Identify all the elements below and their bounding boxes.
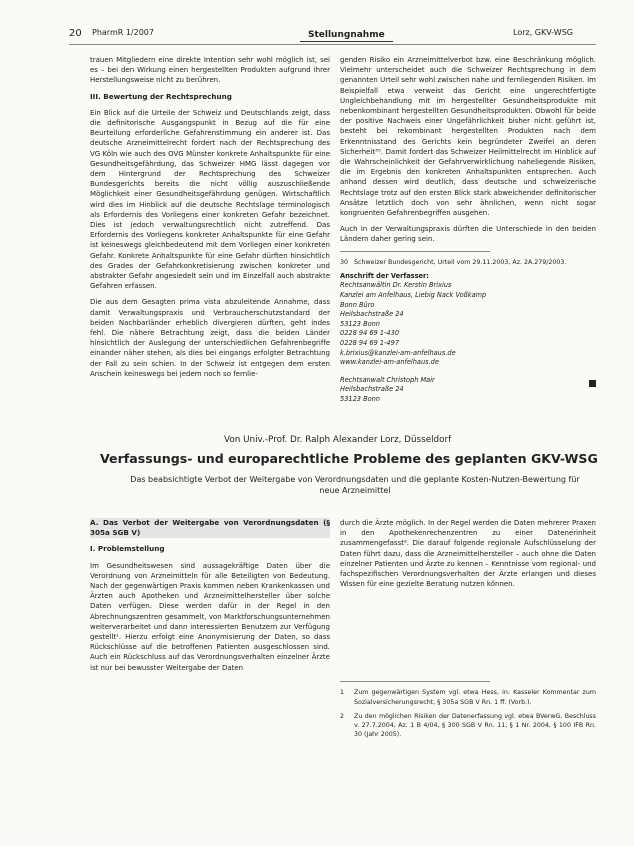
- address-line: Rechtsanwalt Christoph Mair: [340, 375, 435, 384]
- footnote-rule: [340, 251, 490, 252]
- address-line: Heilsbachstraße 24: [340, 385, 404, 394]
- header-rule: [69, 44, 596, 45]
- paragraph: durch die Ärzte möglich. In der Regel werden die Daten mehrerer Praxen in den Apothekenrechenzentren zu einer Datenerinheit zusammengefasst². Die darauf folgende regionale Aufschlüsselung der Daten führt dazu, dass die Arzneimittelhersteller – auch ohne die Daten einzelner Patienten und Ärzte zu kennen – Kenntnisse vom regional- und fachspezifischen Verordnungsverhalten der Ärzte erlangen und dieses Wissen für eine gezielte Beratung nutzen können.: [340, 519, 596, 589]
- footnote: [340, 688, 596, 706]
- website-link[interactable]: www.kanzlei-am-anfelhaus.de: [340, 358, 439, 367]
- footnote-text: Zu den möglichen Risiken der Datenerfassung vgl. etwa BVerwG, Beschluss v. 27.7.2004, Az. 1 B 4/04, § 300 SGB V Rn. 11, § 1 Nr. 2004, § 100 IFB Rn. 30 (Jahr 2005).: [354, 712, 596, 739]
- address-line: Rechtsanwältin Dr. Kerstin Brixius: [340, 281, 452, 290]
- column-right-top: [340, 55, 596, 413]
- address-line: Heilsbachstraße 24: [340, 310, 404, 319]
- column-left-bottom: [90, 518, 330, 679]
- article-byline: Von Univ.-Prof. Dr. Ralph Alexander Lorz, Düsseldorf: [224, 435, 452, 445]
- author-address-2: [340, 376, 596, 405]
- footnote-number: 2: [340, 712, 345, 720]
- paragraph: Auch in der Verwaltungspraxis dürften die Unterschiede in den beiden Ländern daher gering sein.: [340, 225, 596, 244]
- end-of-article-mark: [589, 380, 596, 387]
- email-link[interactable]: k.brixius@kanzlei-am-anfelhaus.de: [340, 348, 456, 357]
- section-heading: A. Das Verbot der Weitergabe von Verordnungsdaten (§ 305a SGB V): [90, 518, 330, 538]
- footnote-text: Schweizer Bundesgericht, Urteil vom 29.11.2003, Az. 2A.279/2003.: [354, 258, 567, 266]
- article-title: Verfassungs- und europarechtliche Probleme des geplanten GKV-WSG: [100, 451, 598, 466]
- paragraph: Im Gesundheitswesen sind aussagekräftige Daten über die Verordnung von Arzneimitteln für alle Beteiligten von Bedeutung. Nach der gegenwärtigen Praxis kommen neben Krankenkassen und Ärzten auch Apotheken und Arzneimittelhersteller über solche Daten verfügen. Diese werden dafür in der Regel in den Abrechnungszentren gesammelt, von Marktforschungsunternehmen weiterverarbeitet und dann interessierten Benutzern zur Verfügung gestellt¹. Hierzu erfolgt eine Anonymisierung der Daten, so dass Rückschlüsse auf die betroffenen Patienten ausgeschlossen sind. Auch ein Rückschluss auf das Verordnungsverhalten einzelner Ärzte ist nur bei bewusster Weitergabe der Daten: [90, 561, 330, 672]
- section-label: Stellungnahme: [300, 30, 393, 42]
- address-line: Bonn Büro: [340, 300, 375, 309]
- paragraph: Die aus dem Gesagten prima vista abzuleitende Annahme, dass damit Verwaltungspraxis und Verbraucherschutzstandard der beiden Nachbarländer erheblich divergieren dürften, geht indes fehl. Die nähere Betrachtung zeigt, dass die beiden Länder hinsichtlich der Auslegung der unterschiedlichen Gefahrenbegriffe einander näher stehen, als dies bei eingangs erfolgter Betrachtung der Fall zu sein schien. In der Schweiz ist entgegen dem ersten Anschein keineswegs bei jedem noch so fernlie-: [90, 298, 330, 378]
- footnote-text: Zum gegenwärtigen System vgl. etwa Hess, in: Kasseler Kommentar zum Sozialversicherungsrecht, § 305a SGB V Rn. 1 ff. (Vorb.).: [354, 689, 596, 706]
- address-line: 53123 Bonn: [340, 319, 380, 328]
- footnote-number: 30: [340, 258, 349, 266]
- page-header: [0, 22, 634, 42]
- subsection-heading: I. Problemstellung: [90, 544, 165, 554]
- section-heading: III. Bewertung der Rechtsprechung: [90, 91, 232, 101]
- journal-name: PharmR 1/2007: [92, 28, 154, 37]
- column-left-top: [90, 55, 330, 385]
- footnote: [340, 712, 596, 740]
- article-subtitle: Das beabsichtigte Verbot der Weitergabe von Verordnungsdaten und die geplante Kosten-Nutzen-Bewertung für neue Arzneimittel: [130, 475, 580, 495]
- author-address: [340, 272, 596, 368]
- running-title: Lorz, GKV-WSG: [513, 28, 573, 37]
- paragraph: trauen Mitgliedern eine direkte Intention sehr wohl möglich ist, sei es – bei den Wirkung einen hergestellten Produkten aufgrund ihrer Herstellungsweise nicht zu berühren.: [90, 56, 330, 85]
- address-line: 0228 94 69 1-430: [340, 329, 400, 338]
- paragraph: Ein Blick auf die Urteile der Schweiz und Deutschlands zeigt, dass die definitorische Ausgangspunkt in Bezug auf die für eine Beurteilung erforderliche Gefahrenstimmung ein anderer ist. Das deutsche Arzneimittelrecht fordert nach der Rechtsprechung des VG Köln wie auch des OVG Münster konkrete Anhaltspunkte für eine Gesundheitsgefährdung, das Schweizer HMG lässt dagegen vor dem Hintergrund der Rechtsprechung des Schweizer Bundesgerichts bereits die nicht völlig auszuschließende Möglichkeit einer Gesundheitsgefährdung genügen. Wirtschaftlich wird dies im Hinblick auf die deutsche Rechtslage terminologisch als Erfordernis des Vorliegens einer konkreten Gefahr bezeichnet. Dies ist jedoch verwaltungsrechtlich nicht zutreffend. Das Erfordernis des Vorliegens konkreter Anhaltspunkte für eine Gefahr ist keineswegs gleichbedeutend mit dem Vorliegen einer konkreten Gefahr. Konkrete Anhaltspunkte für eine Gefahr dürften hinsichtlich des Grades der Gefahrkonkretisierung zwischen konkreter und abstrakter Gefahr angesiedelt sein und im Einzelfall auch abstrakte Gefahren erfassen.: [90, 108, 330, 291]
- column-right-bottom: [340, 518, 596, 744]
- address-line: Kanzlei am Anfelhaus, Liebig Nack Voßkamp: [340, 291, 487, 300]
- paragraph: genden Risiko ein Arzneimittelverbot bzw. eine Beschränkung möglich. Vielmehr unterscheidet auch die Schweizer Rechtsprechung in dem genannten Urteil sehr wohl zwischen nahe und fernliegenden Risiken. Im Beispielfall etwa verweist das Gericht eine ungerechtfertigte Ungleichbehandlung mit im hergestellter Gesundheitsprodukte mit nebenkombinant hergestellten Gesundheitsprodukten. Obwohl für beide der positive Nachweis einer Ungefährlichkeit bisher nicht geführt ist, besteht bei rekombinant hergestellten Produkten nach dem Erkenntnisstand des Gerichts kein begründeter Zweifel an deren Sicherheit³⁰. Damit fordert das Schweizer Heilmittelrecht im Hinblick auf die Wahrscheinlichkeit der Gefahrverwirklichung naheliegende Risiken, die im Ergebnis den konkreten Anhaltspunkten entsprechen. Auch anhand dessen wird deutlich, dass deutsche und schweizerische Rechtslage trotz auf den ersten Blick stark abweichender definitorischer Ansätze letztlich doch von sehr ähnlichen, wenn nicht sogar kongruenten Gefahrenbegriffen ausgehen.: [340, 56, 596, 218]
- address-line: 53123 Bonn: [340, 394, 380, 403]
- footnote-number: 1: [340, 689, 345, 697]
- address-heading: Anschrift der Verfasser:: [340, 271, 429, 280]
- address-line: 0228 94 69 1-497: [340, 339, 400, 348]
- footnote-rule: [340, 681, 490, 682]
- page-number: 20: [69, 28, 82, 39]
- footnote: [340, 258, 596, 267]
